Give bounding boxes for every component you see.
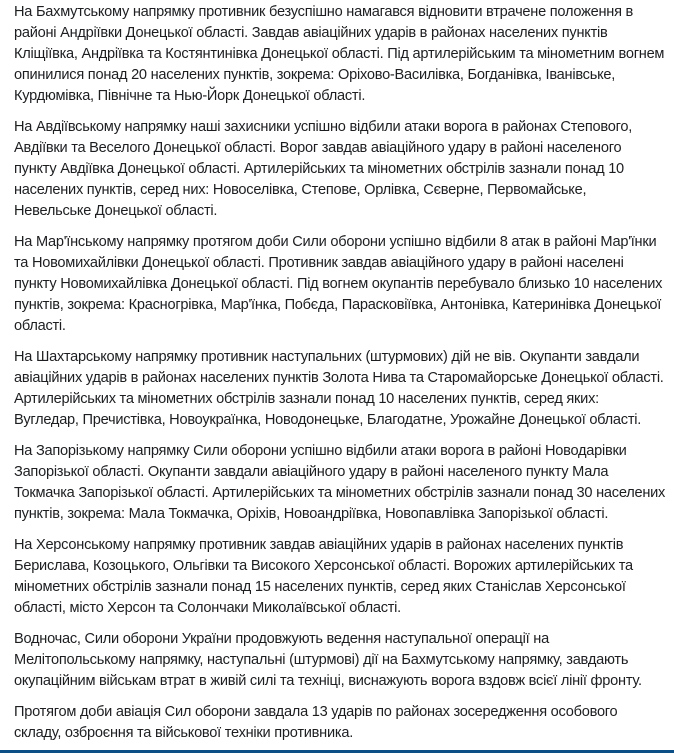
paragraph-offensive: Водночас, Сили оборони України продовжують ведення наступальної операції на Мелітопольському напрямку, наступальні (штурмові) дії на Бахмутському напрямку, завдають окупаційним військам втрат в живій силі та техніці, виснажують ворога вздовж всієї лінії фронту. (14, 631, 642, 689)
paragraph-marinka: На Мар'їнському напрямку протягом доби Сили оборони успішно відбили 8 атак в районі Мар'їнки та Новомихайлівки Донецької області. Противник завдав авіаційного удару в районі населені пункту Новомихайлівка Донецької області. Під вогнем окупантів перебувало близько 10 населених пунктів, зокрема: Красногрівка, Мар'їнка, Побєда, Парасковіївка, Антонівка, Катеринівка Донецької області. (14, 234, 663, 334)
paragraph-avdiivka: На Авдіївському напрямку наші захисники успішно відбили атаки ворога в районах Степового, Авдіївки та Веселого Донецької області. Ворог завдав авіаційного удару в районі населеного пункту Авдіївка Донецької області. Артилерійських та мінометних обстрілів зазнали понад 10 населених пунктів, серед них: Новоселівка, Степове, Орлівка, Сєверне, Первомайське, Невельське Донецької області. (14, 119, 633, 219)
post-body (14, 2, 666, 754)
paragraph-aviation: Протягом доби авіація Сил оборони завдала 13 ударів по районах зосередження особового складу, озброєння та військової техніки противника. (14, 704, 618, 741)
paragraph-bakhmut: На Бахмутському напрямку противник безуспішно намагався відновити втрачене положення в районі Андріївки Донецької області. Завдав авіаційних ударів в районах населених пунктів Кліщіївка, Андріївка та Костянтинівка Донецької області. Під артилерійським та мінометним вогнем опинилися понад 20 населених пунктів, зокрема: Оріхово-Василівка, Богданівка, Іванівське, Курдюмівка, Північне та Нью-Йорк Донецької області. (14, 4, 665, 104)
paragraph-zaporizhzhia: На Запорізькому напрямку Сили оборони успішно відбили атаки ворога в районі Новодарівки Запорізької області. Окупанти завдали авіаційного удару в районі населеного пункту Мала Токмачка Запорізької області. Артилерійських та мінометних обстрілів зазнали понад 30 населених пунктів, зокрема: Мала Токмачка, Оріхів, Новоандріївка, Новопавлівка Запорізької області. (14, 443, 666, 522)
paragraph-kherson: На Херсонському напрямку противник завдав авіаційних ударів в районах населених пунктів Берислава, Козоцького, Ольгівки та Високого Херсонської області. Ворожих артилерійських та мінометних обстрілів зазнали понад 15 населених пунктів, серед яких Станіслав Херсонської області, місто Херсон та Солончаки Миколаївської області. (14, 537, 633, 616)
paragraph-shakhtarsk: На Шахтарському напрямку противник наступальних (штурмових) дій не вів. Окупанти завдали авіаційних ударів в районах населених пунктів Золота Нива та Старомайорське Донецької області. Артилерійських та мінометних обстрілів зазнали понад 10 населених пунктів, серед яких: Вугледар, Пречистівка, Новоукраїнка, Новодонецьке, Благодатне, Урожайне Донецької області. (14, 349, 664, 428)
